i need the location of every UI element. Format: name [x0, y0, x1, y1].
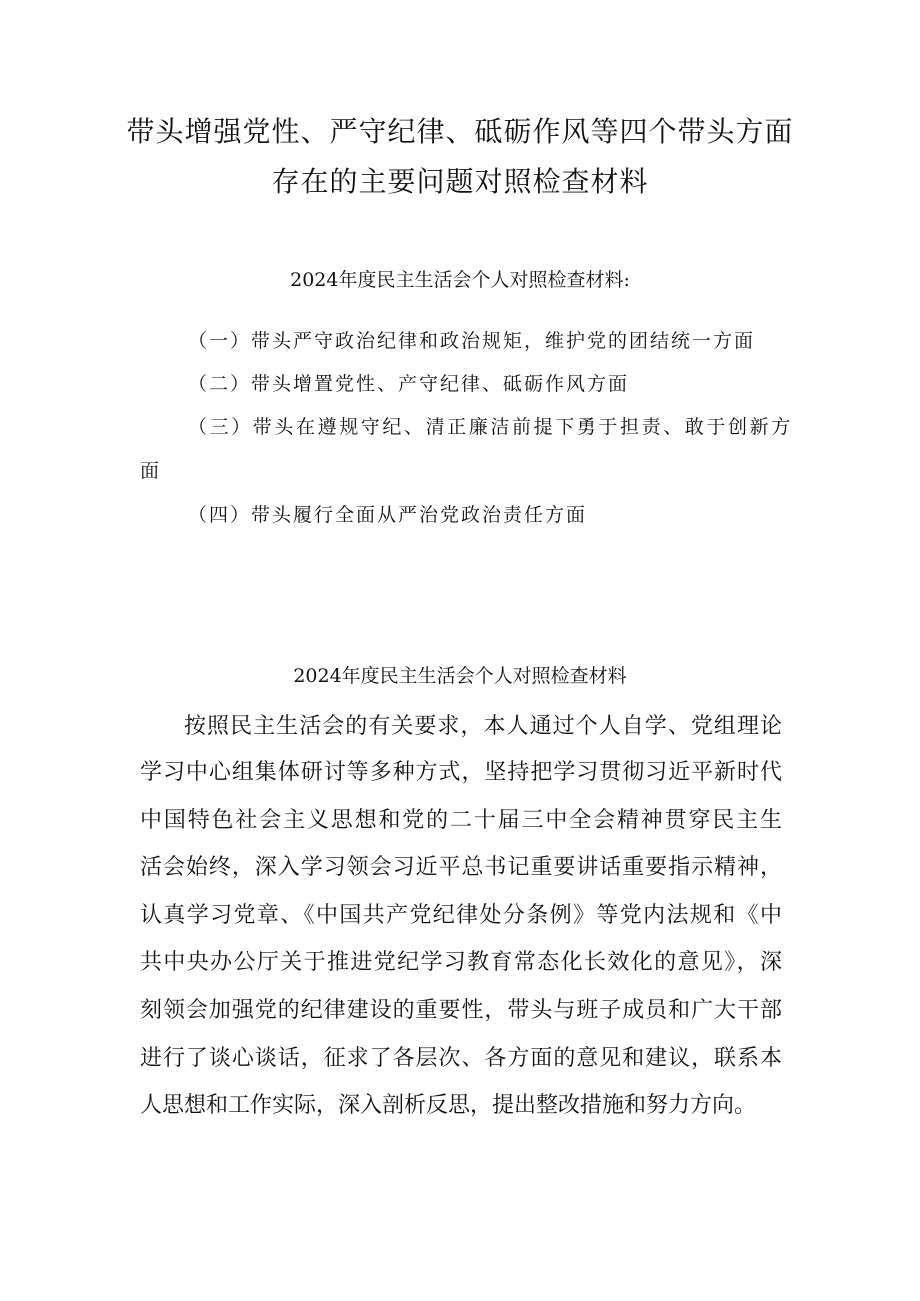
paragraph-line: 刻领会加强党的纪律建设的重要性，带头与班子成员和广大干部 [140, 998, 782, 1023]
paragraph-line: 共中央办公厅关于推进党纪学习教育常态化长效化的意见》，深 [140, 950, 782, 975]
paragraph-line: 认真学习党章、《中国共产党纪律处分条例》等党内法规和《中 [140, 903, 782, 928]
paragraph-line: 学习中心组集体研讨等多种方式，坚持把学习贯彻习近平新时代 [140, 760, 782, 785]
paragraph-line: 活会始终，深入学习领会习近平总书记重要讲话重要指示精神， [140, 855, 782, 880]
paragraph-line: 人思想和工作实际，深入剖析反思，提出整改措施和努力方向。 [140, 1093, 757, 1118]
toc-item-3: （三）带头在遵规守纪、清正廉洁前提下勇于担责、敢于创新方 [188, 416, 793, 438]
toc-item-1: （一）带头严守政治纪律和政治规矩，维护党的团结统一方面 [188, 330, 756, 352]
paragraph-line: 按照民主生活会的有关要求，本人通过个人自学、党组理论 [184, 714, 782, 739]
document-title-line-1: 带头增强党性、严守纪律、砥砺作风等四个带头方面 [126, 115, 794, 148]
paragraph-line: 中国特色社会主义思想和党的二十届三中全会精神贯穿民主生 [140, 808, 782, 833]
paragraph-line: 进行了谈心谈话，征求了各层次、各方面的意见和建议，联系本 [140, 1046, 782, 1071]
toc-item-4: （四）带头履行全面从严治党政治责任方面 [188, 504, 588, 526]
toc-item-2: （二）带头增置党性、产守纪律、砥砺作风方面 [188, 373, 630, 395]
document-title-line-2: 存在的主要问题对照检查材料 [271, 165, 649, 198]
toc-heading: 2024年度民主生活会个人对照检查材料: [290, 269, 630, 291]
toc-item-3-continuation: 面 [140, 460, 160, 482]
section-heading: 2024年度民主生活会个人对照检查材料 [293, 665, 627, 687]
